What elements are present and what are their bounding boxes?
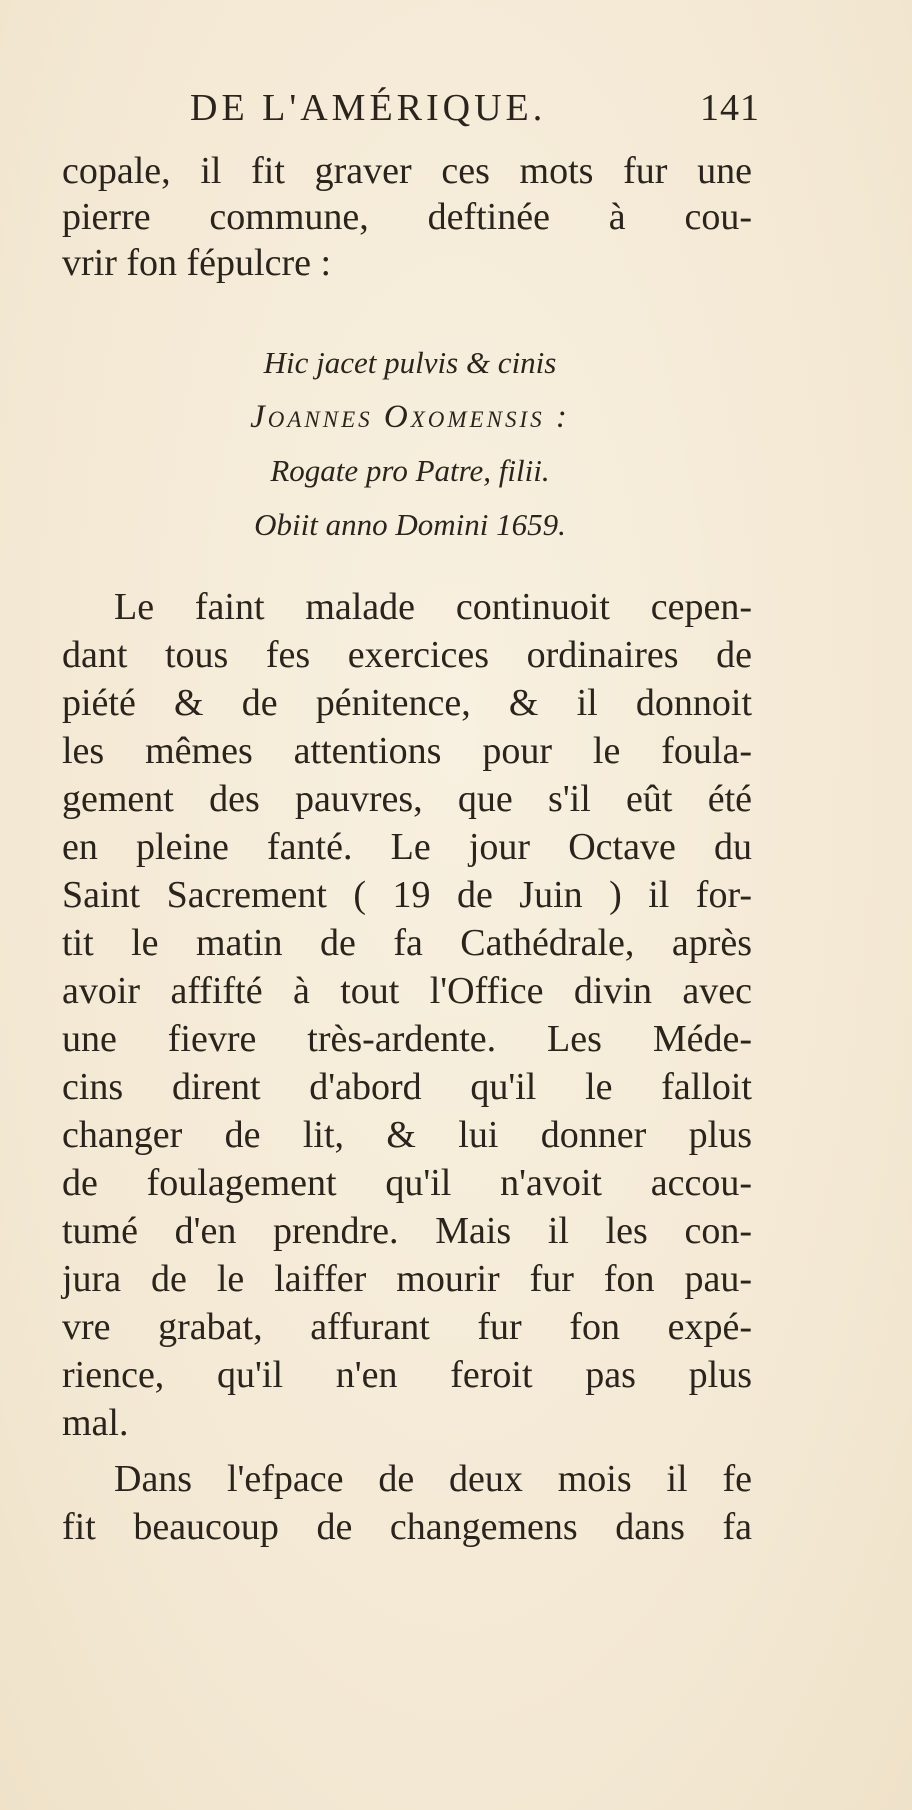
running-title: DE L'AMÉRIQUE. <box>190 87 547 129</box>
text-line: en pleine fanté. Le jour Octave du <box>62 826 752 868</box>
text-line: vre grabat, affurant fur fon expé- <box>62 1306 752 1348</box>
text-line: jura de le laiffer mourir fur fon pau- <box>62 1258 752 1300</box>
page-number: 141 <box>700 87 760 129</box>
text-line: vrir fon fépulcre : <box>62 242 332 284</box>
text-line: une fievre très-ardente. Les Méde- <box>62 1018 752 1060</box>
text-line: fit beaucoup de changemens dans fa <box>62 1506 752 1548</box>
epitaph-line: Joannes Oxomensis : <box>250 399 570 435</box>
text-line: copale, il fit graver ces mots fur une <box>62 150 752 192</box>
text-line: tit le matin de fa Cathédrale, après <box>62 922 752 964</box>
text-line: gement des pauvres, que s'il eût été <box>62 778 752 820</box>
text-line: mal. <box>62 1402 129 1444</box>
text-line: dant tous fes exercices ordinaires de <box>62 634 752 676</box>
text-line: tumé d'en prendre. Mais il les con- <box>62 1210 752 1252</box>
text-line: Dans l'efpace de deux mois il fe <box>114 1458 752 1500</box>
text-line: pierre commune, deftinée à cou- <box>62 196 752 238</box>
text-line: Saint Sacrement ( 19 de Juin ) il for- <box>62 874 752 916</box>
text-line: avoir affifté à tout l'Office divin avec <box>62 970 752 1012</box>
epitaph-line: Obiit anno Domini 1659. <box>254 507 566 542</box>
text-line: cins dirent d'abord qu'il le falloit <box>62 1066 752 1108</box>
text-line: Le faint malade continuoit cepen- <box>114 586 752 628</box>
text-line: piété & de pénitence, & il donnoit <box>62 682 752 724</box>
epitaph-line: Rogate pro Patre, filii. <box>270 453 550 488</box>
page-header <box>190 86 760 134</box>
text-line: changer de lit, & lui donner plus <box>62 1114 752 1156</box>
text-line: les mêmes attentions pour le foula- <box>62 730 752 772</box>
text-line: rience, qu'il n'en feroit pas plus <box>62 1354 752 1396</box>
epitaph-line: Hic jacet pulvis & cinis <box>263 345 557 380</box>
text-line: de foulagement qu'il n'avoit accou- <box>62 1162 752 1204</box>
